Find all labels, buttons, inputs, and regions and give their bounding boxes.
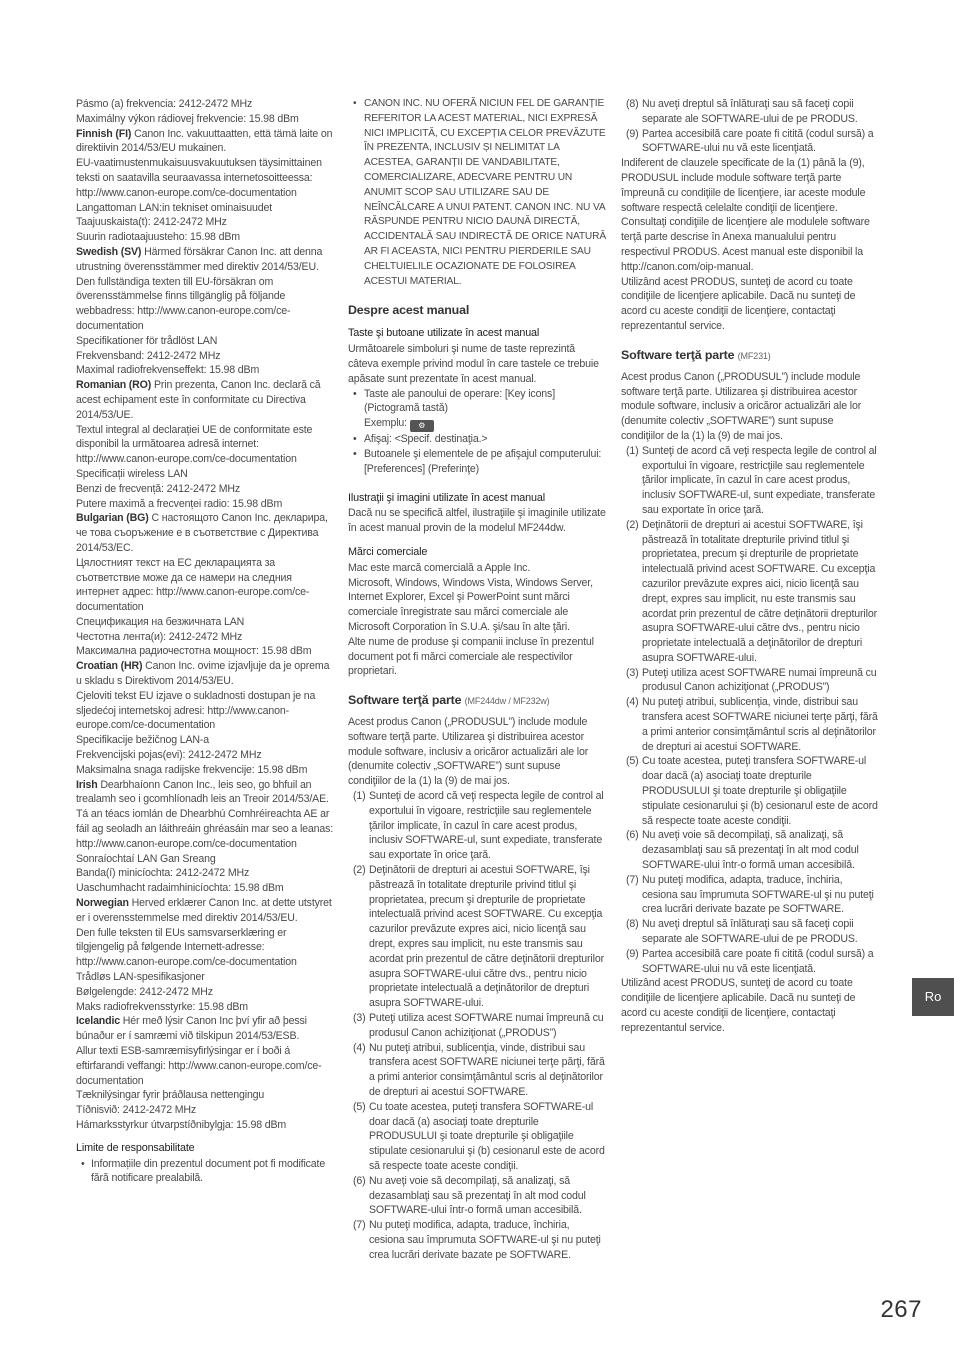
condition-text: Deţinătorii de drepturi ai acestui SOFTWARE, îşi păstrează în totalitate drepturile privind titlul şi proprietatea, precum şi drepturile de proprietate intelectuală privind acest SOFTWARE. Cu excepţia cazurilor prevăzute expres aici, nicio licenţă sau drept, expres sau implicit, nu este transmis sau acordat prin prezentul de către deţinătorii drepturilor asupra SOFTWARE-ului către dvs., pentru nicio proprietate intelectuală a deţinătorilor de drepturi asupra SOFTWARE-ului. <box>642 518 877 664</box>
agree-text-1: Utilizând acest PRODUS, sunteţi de acord cu toate condiţiile de licenţiere aplicabile. Dacă nu sunteţi de acord cu aceste condiţii de licenţiere, contactaţi reprezentantul service. <box>621 275 856 332</box>
language-label: Icelandic <box>76 1015 120 1028</box>
compliance-line <box>76 926 334 970</box>
software-heading-text: Software terţă parte <box>348 693 462 708</box>
compliance-text: Максимална радиочестотна мощност: 15.98 dBm <box>76 645 312 658</box>
keys-bullet-panel-text: Taste ale panoului de operare: [Key icons] (Pictogramă tastă) <box>364 387 555 415</box>
language-label: Irish <box>76 778 98 791</box>
compliance-line <box>76 245 334 275</box>
compliance-line <box>76 215 334 230</box>
software-intro-mf231: Acest produs Canon („PRODUSUL”) include module software terţă parte. Utilizarea şi distribuirea acestor module software, inclusiv a oricăror actualizări ale lor (denumite colectiv „SOFTWARE”) sunt supuse condiţiilor de la (1) la (9) de mai jos. <box>621 370 862 442</box>
language-label: Romanian (RO) <box>76 379 152 392</box>
compliance-line <box>76 852 334 867</box>
language-label: Swedish (SV) <box>76 245 142 258</box>
compliance-text: Putere maximă a frecvenței radio: 15.98 dBm <box>76 497 283 510</box>
license-condition <box>348 1011 606 1041</box>
compliance-line <box>76 881 334 896</box>
software-heading-mf244 <box>348 693 606 709</box>
compliance-text: Frekvencijski pojas(evi): 2412-2472 MHz <box>76 749 262 762</box>
settings-key-icon: ⚙ <box>410 420 434 432</box>
compliance-line <box>76 1014 334 1044</box>
compliance-text: Den fulle teksten til EUs samsvarserklæring er tilgjengelig på følgende Internett-adresse: http://www.canon-europe.com/ce-documentation <box>76 926 297 969</box>
compliance-line <box>76 467 334 482</box>
keys-example-label: Exemplu: <box>364 417 410 430</box>
illustrations-heading: Ilustraţii şi imagini utilizate în acest manual <box>348 491 545 504</box>
compliance-text: Specificații wireless LAN <box>76 467 188 480</box>
condition-text: Nu aveţi voie să decompilaţi, să analizaţi, să dezasamblaţi sau să prezentaţi în alt mod codul SOFTWARE-ului într-o formă uman accesibilă. <box>369 1174 586 1217</box>
page-number: 267 <box>880 1296 922 1323</box>
software-heading-mf231 <box>621 348 879 364</box>
compliance-line <box>76 866 334 881</box>
compliance-text: Benzi de frecvență: 2412-2472 MHz <box>76 482 241 495</box>
license-conditions-list <box>348 789 606 1263</box>
compliance-text: Canon Inc. ovime izjavljuje da je oprema u skladu s Direktivom 2014/53/EU. <box>76 660 330 688</box>
condition-number: (8) <box>626 918 639 931</box>
language-label: Finnish (FI) <box>76 127 132 140</box>
compliance-text: Hér með lýsir Canon Inc því yfir að þessi búnaður er í samræmi við tilskipun 2014/53/ESB. <box>76 1015 307 1043</box>
condition-number: (4) <box>626 696 639 709</box>
condition-text: Nu aveţi dreptul să înlăturaţi sau să faceţi copii separate ale SOFTWARE-ului de pe PRODUS. <box>642 98 858 125</box>
license-condition <box>348 1041 606 1100</box>
compliance-text: Pásmo (a) frekvencia: 2412-2472 MHz <box>76 98 253 110</box>
column-right <box>621 97 879 1036</box>
compliance-line <box>76 763 334 778</box>
compliance-line <box>76 482 334 497</box>
compliance-line <box>76 1103 334 1118</box>
license-condition <box>621 947 879 977</box>
compliance-text: Tæknilýsingar fyrir þráðlausa nettengingu <box>76 1089 265 1102</box>
trademarks-text-3: Alte nume de produse şi companii incluse în prezentul document pot fi mărci comerciale ale respectivilor proprietari. <box>348 635 594 678</box>
compliance-line <box>76 1118 334 1133</box>
compliance-line <box>76 363 334 378</box>
compliance-text: Allur texti ESB-samræmisyfirlýsingar er í boði á eftirfarandi veffangi: http://www.canon-europe.com/ce-documentation <box>76 1045 322 1087</box>
condition-number: (4) <box>353 1041 366 1054</box>
compliance-text: Dearbhaíonn Canon Inc., leis seo, go bhfuil an trealamh seo i gcomhlíonadh leis an Treoir 2014/53/AE. <box>76 778 329 806</box>
compliance-line <box>76 630 334 645</box>
condition-text: Deţinătorii de drepturi ai acestui SOFTWARE, îşi păstrează în totalitate drepturile privind titlul şi proprietatea, precum şi drepturile de proprietate intelectuală privind acest SOFTWARE. Cu excepţia cazurilor prevăzute expres aici, nicio licenţă sau drept, expres sau implicit, nu este transmis sau acordat prin prezentul de către deţinătorii drepturilor asupra SOFTWARE-ului către dvs., pentru nicio proprietate intelectuală a deţinătorilor de drepturi asupra SOFTWARE-ului. <box>369 864 604 1010</box>
compliance-text: Specifikacije bežičnog LAN-a <box>76 734 210 747</box>
compliance-line <box>76 112 334 127</box>
compliance-line <box>76 733 334 748</box>
compliance-line <box>76 748 334 763</box>
condition-number: (6) <box>353 1174 366 1187</box>
compliance-text: EU-vaatimustenmukaisuusvakuutuksen täysimittainen teksti on saatavilla seuraavassa internetosoitteessa: http://www.canon-europe.com/ce-documentation <box>76 157 322 199</box>
compliance-text: Härmed försäkrar Canon Inc. att denna utrustning överensstämmer med direktiv 2014/53/EU. <box>76 245 323 273</box>
column-middle <box>348 97 606 1263</box>
compliance-text: С настоящото Canon Inc. декларира, че това съоръжение е в съответствие с Директива 2014/53/ЕС. <box>76 512 328 554</box>
condition-number: (7) <box>353 1219 366 1232</box>
license-condition <box>348 789 606 863</box>
license-condition <box>348 1218 606 1262</box>
consult-text: Consultaţi condiţiile de licenţiere ale modulele software terţă parte descrise în Anexa manualului pentru respectivul PRODUS. Acest manual este disponibil la http://canon.com/oip-manual. <box>621 216 870 273</box>
license-condition <box>348 863 606 1011</box>
license-conditions-list-mf231 <box>621 444 879 977</box>
compliance-text: Textul integral al declarației UE de conformitate este disponibil la următoarea adresă internet: http://www.canon-europe.com/ce-documentation <box>76 423 313 466</box>
compliance-line <box>76 970 334 985</box>
language-tab[interactable]: Ro <box>912 978 954 1016</box>
compliance-text: Canon Inc. vakuuttaatten, että tämä laite on direktiivin 2014/53/EU mukainen. <box>76 127 333 155</box>
column-left <box>76 97 334 1186</box>
condition-number: (9) <box>626 127 639 140</box>
compliance-line <box>76 423 334 467</box>
condition-text: Nu puteţi atribui, sublicenţia, vinde, distribui sau transfera acest SOFTWARE niciunei terţe părţi, fără a primi anterior consimţământul scris al deţinătorilor de drepturi ai acestui SOFTWARE. <box>642 696 878 753</box>
notwithstanding-text: Indiferent de clauzele specificate de la (1) până la (9), PRODUSUL include module software terţă parte împreună cu condiţiile de licenţiere, iar aceste module software respectă celelalte condiţii de licenţiere. <box>621 157 866 214</box>
license-condition <box>621 754 879 828</box>
compliance-line <box>76 511 334 555</box>
condition-text: Nu puteţi modifica, adapta, traduce, închiria, cesiona sau împrumuta SOFTWARE-ul şi nu puteţi crea lucrări derivate bazate pe SOFTWARE. <box>642 873 874 916</box>
compliance-line <box>76 615 334 630</box>
compliance-line <box>76 230 334 245</box>
compliance-text: Maximálny výkon rádiovej frekvencie: 15.98 dBm <box>76 112 299 125</box>
compliance-line <box>76 156 334 200</box>
software-intro: Acest produs Canon („PRODUSUL”) include module software terţă parte. Utilizarea şi distribuirea acestor module software, inclusiv a oricăror actualizări ale lor (denumite colectiv „SOFTWARE”) sunt supuse condiţiilor de la (1) la (9) de mai jos. <box>348 716 589 788</box>
compliance-text: Uaschumhacht radaimhinicíochta: 15.98 dBm <box>76 882 284 895</box>
compliance-line <box>76 497 334 512</box>
compliance-statements <box>76 97 334 1133</box>
compliance-line <box>76 807 334 851</box>
compliance-line <box>76 689 334 733</box>
condition-number: (7) <box>626 873 639 886</box>
condition-text: Puteţi utiliza acest SOFTWARE numai împreună cu produsul Canon achiziţionat („PRODUS”) <box>642 666 877 694</box>
compliance-line <box>76 275 334 334</box>
license-condition <box>621 518 879 666</box>
license-condition <box>348 1174 606 1218</box>
trademarks-text-2: Microsoft, Windows, Windows Vista, Windows Server, Internet Explorer, Excel şi PowerPoint sunt mărci comerciale înregistrate sau mărci comerciale ale Microsoft Corporation în S.U.A. şi/sau în alte ţări. <box>348 576 593 633</box>
compliance-line <box>76 201 334 216</box>
condition-number: (1) <box>626 444 639 457</box>
language-label: Croatian (HR) <box>76 660 143 673</box>
condition-text: Sunteţi de acord că veţi respecta legile de control al exportului în vigoare, restricţiile sau reglementele ţărilor implicate, în cazul în care acest produs, inclusiv SOFTWARE-ul, sunt expediate, transferate sau exportate în orice ţară. <box>642 444 877 516</box>
compliance-line <box>76 556 334 615</box>
software-heading-model: (MF244dw / MF232w) <box>464 696 550 707</box>
compliance-line <box>76 1044 334 1088</box>
illustrations-text: Dacă nu se specifică altfel, ilustraţiile şi imaginile utilizate în acest manual provin de la modelul MF244dw. <box>348 507 606 535</box>
condition-number: (3) <box>626 666 639 679</box>
compliance-text: Tíðnisvið: 2412-2472 MHz <box>76 1104 197 1117</box>
condition-text: Cu toate acestea, puteţi transfera SOFTWARE-ul doar dacă (a) asociaţi toate drepturile PRODUSULUI şi toate drepturile şi obligaţiile stipulate cesionarului şi (b) cesionarul este de acord să respecte toate aceste condiţii. <box>642 755 878 827</box>
compliance-text: Herved erklærer Canon Inc. at dette utstyret er i overensstemmelse med direktiv 2014/53/EU. <box>76 897 332 924</box>
compliance-text: Спецификация на безжичната LAN <box>76 615 245 628</box>
condition-text: Sunteţi de acord că veţi respecta legile de control al exportului în vigoare, restricţiile sau reglementele ţărilor implicate, în cazul în care acest produs, inclusiv SOFTWARE-ul, sunt expediate, transferate sau exportate în orice ţară. <box>369 790 604 862</box>
compliance-text: Cjeloviti tekst EU izjave o sukladnosti dostupan je na sljedećoj internetskoj adresi: http://www.canon-europe.com/ce-documentation <box>76 689 316 732</box>
keys-intro: Următoarele simboluri şi nume de taste reprezintă câteva exemple privind modul în care tastele ce trebuie apăsate sunt prezentate în acest manual. <box>348 343 599 385</box>
condition-text: Partea accesibilă care poate fi citită (codul sursă) a SOFTWARE-ului nu vă este licenţiată. <box>642 127 874 155</box>
compliance-line <box>76 349 334 364</box>
compliance-text: Tá an téacs iomlán de Dhearbhú Comhréireachta AE ar fáil ag seoladh an láithreáin ghréasáin mar seo a leanas: http://www.canon-europe.com/ce-documentation <box>76 808 334 850</box>
condition-number: (3) <box>353 1012 366 1025</box>
keys-heading: Taste şi butoane utilizate în acest manual <box>348 327 540 340</box>
condition-number: (5) <box>626 755 639 768</box>
license-condition <box>621 127 879 157</box>
license-condition <box>348 1100 606 1174</box>
compliance-text: Banda(í) minicíochta: 2412-2472 MHz <box>76 867 250 880</box>
compliance-text: Langattoman LAN:in tekniset ominaisuudet <box>76 201 272 214</box>
compliance-text: Честотна лента(и): 2412-2472 MHz <box>76 630 243 643</box>
license-condition <box>621 828 879 872</box>
software-heading-text: Software terţă parte <box>621 347 735 362</box>
keys-bullet-display: • Afişaj: <Specif. destinaţia.> <box>348 432 606 447</box>
language-label: Norwegian <box>76 897 129 910</box>
compliance-line <box>76 378 334 422</box>
compliance-text: Den fullständiga texten till EU-försäkran om överensstämmelse finns tillgänglig på följande webbadress: http://www.canon-europe.com/ce-documentation <box>76 275 291 332</box>
compliance-text: Maximal radiofrekvenseffekt: 15.98 dBm <box>76 364 260 377</box>
condition-text: Cu toate acestea, puteţi transfera SOFTWARE-ul doar dacă (a) asociaţi toate drepturile PRODUSULUI şi toate drepturile şi obligaţiile stipulate cesionarului şi (b) cesionarul este de acord să respecte toate aceste condiţii. <box>369 1100 605 1172</box>
compliance-line <box>76 334 334 349</box>
compliance-text: Frekvensband: 2412-2472 MHz <box>76 349 221 362</box>
agree-text-2: Utilizând acest PRODUS, sunteţi de acord cu toate condiţiile de licenţiere aplicabile. Dacă nu sunteţi de acord cu aceste condiţii de licenţiere, contactaţi reprezentantul service. <box>621 977 856 1034</box>
license-condition <box>621 873 879 917</box>
software-heading-model: (MF231) <box>737 350 771 361</box>
condition-number: (5) <box>353 1100 366 1113</box>
condition-number: (8) <box>626 98 639 110</box>
condition-number: (6) <box>626 829 639 842</box>
license-condition <box>621 444 879 518</box>
compliance-line <box>76 1000 334 1015</box>
disclaimer-bullet: • CANON INC. NU OFERĂ NICIUN FEL DE GARANȚIE REFERITOR LA ACEST MATERIAL, NICI EXPRESĂ NICI IMPLICITĂ, CU EXCEPȚIA CELOR PREVĂZUTE ÎN PREZENTA, INCLUSIV ȘI NELIMITAT LA ACESTEA, GARANȚII DE VANDABILITATE, COMERCIALIZARE, ADECVARE PENTRU UN ANUMIT SCOP SAU UTILIZARE SAU DE NEÎNCĂLCARE A UNUI PATENT. CANON INC. NU VA RĂSPUNDE PENTRU NICIO DAUNĂ DIRECTĂ, ACCIDENTALĂ SAU INDIRECTĂ DE ORICE NATURĂ AR FI ACEASTA, NICI PENTRU PIERDERILE SAU CHELTUIELILE OCAZIONATE DE FOLOSIREA ACESTUI MATERIAL. <box>348 97 606 289</box>
condition-text: Partea accesibilă care poate fi citită (codul sursă) a SOFTWARE-ului nu vă este licenţiată. <box>642 947 874 975</box>
compliance-line <box>76 985 334 1000</box>
liability-heading: Limite de responsabilitate <box>76 1141 195 1154</box>
keys-bullet-panel <box>348 387 606 433</box>
compliance-line <box>76 97 334 112</box>
compliance-text: Maksimalna snaga radijske frekvencije: 15.98 dBm <box>76 763 308 776</box>
compliance-line <box>76 644 334 659</box>
compliance-text: Taajuuskaista(t): 2412-2472 MHz <box>76 216 227 229</box>
compliance-text: Hámarksstyrkur útvarpstíðnibylgja: 15.98 dBm <box>76 1118 287 1131</box>
language-label: Bulgarian (BG) <box>76 512 149 525</box>
trademarks-heading: Mărci comerciale <box>348 545 428 558</box>
condition-text: Nu puteţi modifica, adapta, traduce, închiria, cesiona sau împrumuta SOFTWARE-ul şi nu puteţi crea lucrări derivate bazate pe SOFTWARE. <box>369 1219 601 1261</box>
keys-bullet-computer: • Butoanele şi elementele de pe afişajul computerului: [Preferences] (Preferinţe) <box>348 447 606 477</box>
condition-number: (2) <box>626 518 639 531</box>
compliance-text: Maks radiofrekvensstyrke: 15.98 dBm <box>76 1000 248 1013</box>
condition-text: Nu aveţi voie să decompilaţi, să analizaţi, să dezasamblaţi sau să prezentaţi în alt mod codul SOFTWARE-ului într-o formă uman accesibilă. <box>642 829 859 872</box>
condition-number: (2) <box>353 864 366 877</box>
compliance-line <box>76 778 334 808</box>
condition-number: (1) <box>353 790 366 803</box>
compliance-text: Specifikationer för trådlöst LAN <box>76 334 218 347</box>
compliance-line <box>76 896 334 926</box>
license-condition <box>621 695 879 754</box>
about-manual-heading: Despre acest manual <box>348 303 470 318</box>
license-condition <box>621 97 879 127</box>
compliance-text: Trådløs LAN-spesifikasjoner <box>76 971 205 984</box>
compliance-line <box>76 659 334 689</box>
compliance-text: Suurin radiotaajuusteho: 15.98 dBm <box>76 231 240 244</box>
compliance-text: Цялостният текст на ЕС декларацията за съответствие може да се намери на следния интернет адрес: http://www.canon-europe.com/ce-documentation <box>76 556 310 614</box>
license-condition <box>621 917 879 947</box>
compliance-line <box>76 1088 334 1103</box>
condition-text: Nu puteţi atribui, sublicenţia, vinde, distribui sau transfera acest SOFTWARE niciunei terţe părţi, fără a primi anterior consimţământul scris al deţinătorilor de drepturi ai acestui SOFTWARE. <box>369 1041 605 1099</box>
compliance-text: Prin prezenta, Canon Inc. declară că acest echipament este în conformitate cu Directiva 2014/53/UE. <box>76 379 321 421</box>
liability-bullet: • Informațiile din prezentul document pot fi modificate fără notificare prealabilă. <box>76 1157 334 1187</box>
license-conditions-list-cont <box>621 97 879 156</box>
compliance-text: Sonraíochtaí LAN Gan Sreang <box>76 852 216 865</box>
condition-number: (9) <box>626 947 639 960</box>
compliance-line <box>76 127 334 157</box>
compliance-text: Bølgelengde: 2412-2472 MHz <box>76 985 213 998</box>
condition-text: Puteţi utiliza acest SOFTWARE numai împreună cu produsul Canon achiziţionat („PRODUS”) <box>369 1012 604 1039</box>
condition-text: Nu aveţi dreptul să înlăturaţi sau să faceţi copii separate ale SOFTWARE-ului de pe PRODUS. <box>642 918 858 946</box>
license-condition <box>621 666 879 696</box>
trademarks-text-1: Mac este marcă comercială a Apple Inc. <box>348 561 531 574</box>
